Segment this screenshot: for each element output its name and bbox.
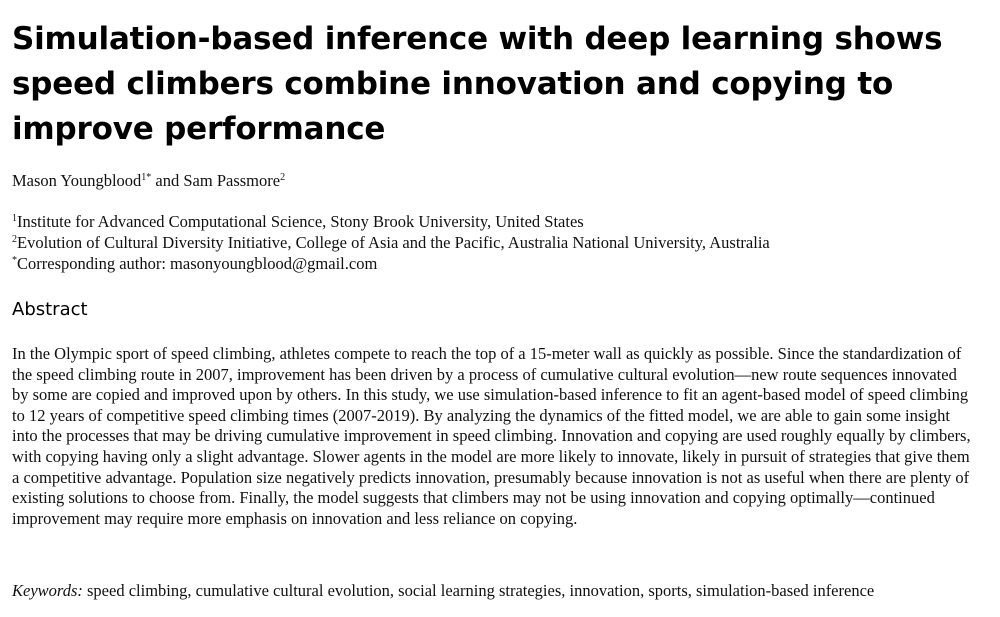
affiliation-item <box>12 232 770 253</box>
author-conjunction: and <box>155 171 180 190</box>
author-list <box>12 170 285 192</box>
abstract-heading: Abstract <box>12 299 88 320</box>
affiliation-list <box>12 211 770 274</box>
title-line: speed climbers combine innovation and copying to <box>12 66 894 102</box>
paper-title <box>12 17 988 152</box>
affiliation-marker: 2 <box>12 234 17 245</box>
author-affiliation-marker: 1* <box>141 172 152 183</box>
author-name: Sam Passmore <box>183 171 281 190</box>
affiliation-text: Institute for Advanced Computational Science, Stony Brook University, United States <box>17 212 584 231</box>
author-affiliation-marker: 2 <box>280 172 286 183</box>
title-line: improve performance <box>12 111 386 147</box>
abstract-text: In the Olympic sport of speed climbing, athletes compete to reach the top of a 15-meter wall as quickly as possible. Since the standardization of the speed climbing route in 2007, improvement has been driven by a process of cumulative cultural evolution—new route sequences innovated by some are copied and improved upon by others. In this study, we use simulation-based inference to fit an agent-based model of speed climbing to 12 years of competitive speed climbing times (2007-2019). By analyzing the dynamics of the fitted model, we are able to gain some insight into the processes that may be driving cumulative improvement in speed climbing. Innovation and copying are used roughly equally by climbers, with copying having only a slight advantage. Slower agents in the model are more likely to innovate, likely in pursuit of strategies that give them a competitive advantage. Population size negatively predicts innovation, presumably because innovation is not as useful when there are plenty of existing solutions to choose from. Finally, the model suggests that climbers may not be using innovation and copying optimally—continued improvement may require more emphasis on innovation and less reliance on copying. <box>12 344 971 528</box>
affiliation-item <box>12 211 770 232</box>
affiliation-text: Evolution of Cultural Diversity Initiative, College of Asia and the Pacific, Australia National University, Australia <box>17 233 770 252</box>
keywords-line <box>12 580 988 601</box>
affiliation-marker: * <box>12 255 17 266</box>
title-line: Simulation-based inference with deep learning shows <box>12 21 943 57</box>
keywords-label: Keywords: <box>12 581 83 600</box>
author-name: Mason Youngblood <box>12 171 142 190</box>
affiliation-marker: 1 <box>12 213 17 224</box>
affiliation-text: Corresponding author: masonyoungblood@gmail.com <box>17 254 378 273</box>
affiliation-item <box>12 253 770 274</box>
keywords-text: speed climbing, cumulative cultural evolution, social learning strategies, innovation, sports, simulation-based inference <box>87 581 875 600</box>
